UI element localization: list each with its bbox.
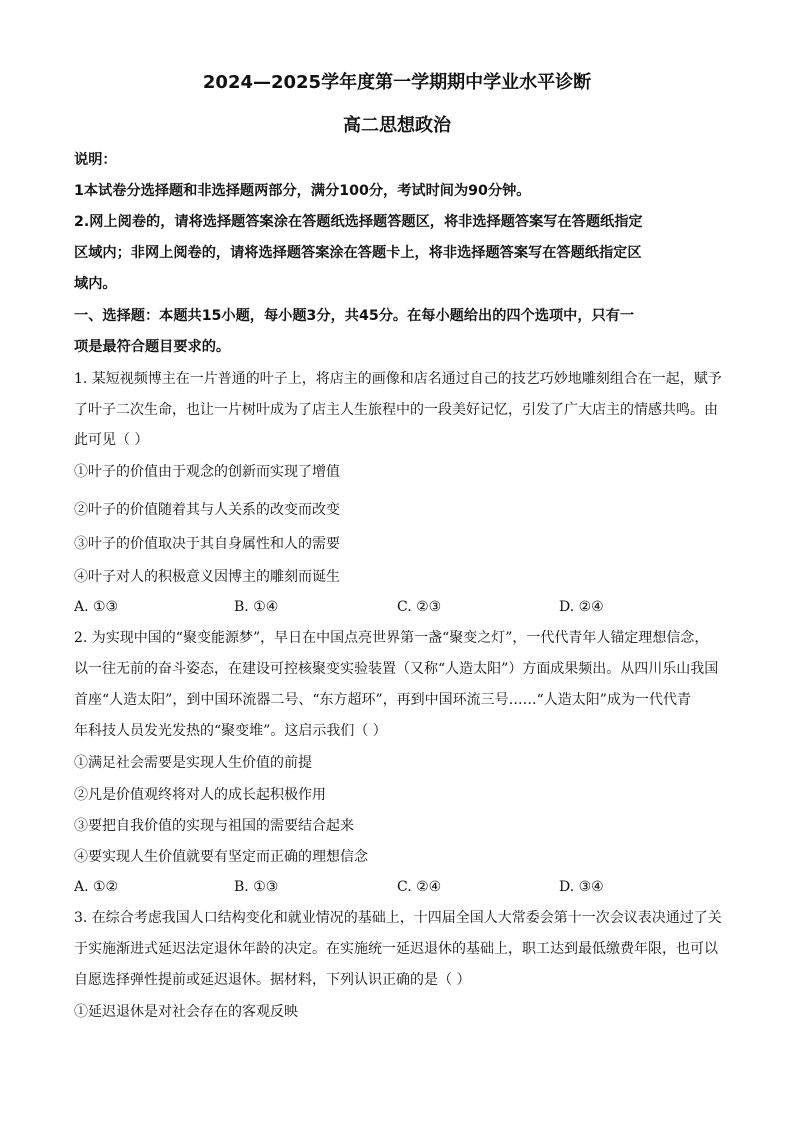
instructions-heading: 说明： — [74, 152, 117, 168]
q2-stem-a: 2. 为实现中国的“聚变能源梦”，早日在中国点亮世界第一盏“聚变之灯”，一代代青年人锚定理想信念， — [74, 630, 709, 646]
q3-stem-a: 3. 在综合考虑我国人口结构变化和就业情况的基础上，十四届全国人大常委会第十一次会议表决通过了关 — [74, 910, 722, 926]
q3-stem-c: 自愿选择弹性提前或延迟退休。据材料，下列认识正确的是（ ） — [74, 972, 471, 988]
q1-stem-b: 了叶子二次生命，也让一片树叶成为了店主人生旅程中的一段美好记忆，引发了广大店主的情感共鸣。由 — [74, 402, 718, 418]
q1-option-c: C. ②③ — [397, 599, 442, 615]
exam-title: 2024—2025学年度第一学期期中学业水平诊断 — [202, 72, 592, 93]
q1-statement-2: ②叶子的价值随着其与人关系的改变而改变 — [74, 502, 340, 518]
instruction-line-1: 1本试卷分选择题和非选择题两部分，满分100分，考试时间为90分钟。 — [74, 183, 531, 199]
q1-stem-a: 1. 某短视频博主在一片普通的叶子上，将店主的画像和店名通过自己的技艺巧妙地雕刻组合在一起，赋予 — [74, 371, 722, 387]
instruction-line-2c: 域内。 — [74, 276, 117, 292]
q1-option-d: D. ②④ — [559, 599, 604, 615]
q2-statement-1: ①满足社会需要是实现人生价值的前提 — [74, 755, 312, 771]
q2-option-c: C. ②④ — [397, 879, 442, 895]
q3-statement-1: ①延迟退休是对社会存在的客观反映 — [74, 1004, 298, 1020]
q2-option-d: D. ③④ — [559, 879, 604, 895]
q2-statement-4: ④要实现人生价值就要有坚定而正确的理想信念 — [74, 849, 368, 865]
q1-statement-4: ④叶子对人的积极意义因博主的雕刻而诞生 — [74, 569, 340, 585]
q2-stem-c: 首座“人造太阳”，到中国环流器二号、“东方超环”，再到中国环流三号……“人造太阳”成为一代代青 — [74, 692, 691, 708]
section-heading-b: 项是最符合题目要求的。 — [74, 339, 231, 355]
instruction-line-2b: 区域内；非网上阅卷的，请将选择题答案涂在答题卡上，将非选择题答案写在答题纸指定区 — [74, 245, 642, 261]
exam-subject: 高二思想政治 — [343, 115, 451, 136]
q2-option-a: A. ①② — [74, 879, 119, 895]
q2-statement-3: ③要把自我价值的实现与祖国的需要结合起来 — [74, 818, 354, 834]
q1-statement-1: ①叶子的价值由于观念的创新而实现了增值 — [74, 464, 340, 480]
q2-stem-b: 以一往无前的奋斗姿态，在建设可控核聚变实验装置（又称“人造太阳”）方面成果频出。从四川乐山我国 — [74, 661, 719, 677]
q3-stem-b: 于实施渐进式延迟法定退休年龄的决定。在实施统一延迟退休的基础上，职工达到最低缴费年限，也可以 — [74, 941, 718, 957]
q2-statement-2: ②凡是价值观终将对人的成长起积极作用 — [74, 787, 326, 803]
q2-option-b: B. ①③ — [234, 879, 279, 895]
q1-option-a: A. ①③ — [74, 599, 119, 615]
section-heading-a: 一、选择题：本题共15小题，每小题3分，共45分。在每小题给出的四个选项中，只有一 — [74, 308, 635, 324]
q1-stem-c: 此可见（ ） — [74, 432, 149, 448]
q1-option-b: B. ①④ — [234, 599, 279, 615]
q2-stem-d: 年科技人员发光发热的“聚变堆”。这启示我们（ ） — [74, 723, 387, 739]
q1-statement-3: ③叶子的价值取决于其自身属性和人的需要 — [74, 536, 340, 552]
instruction-line-2a: 2.网上阅卷的，请将选择题答案涂在答题纸选择题答题区，将非选择题答案写在答题纸指定 — [74, 214, 643, 230]
